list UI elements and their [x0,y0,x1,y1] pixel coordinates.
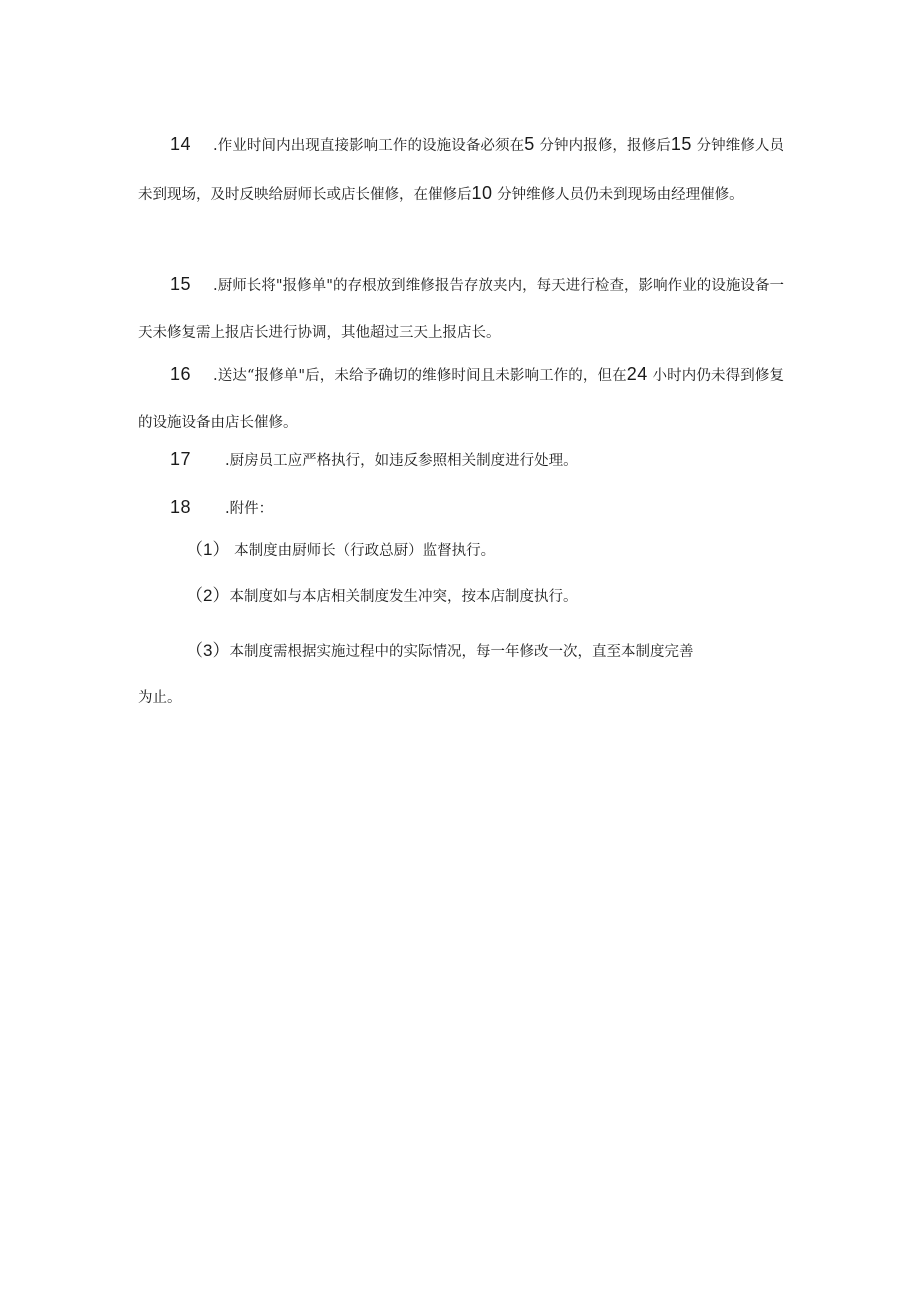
sub-item-2 [186,584,786,609]
item-16-text-b: 小时内仍未得到修复的设施设备由店长催修。 [138,368,784,431]
item-18-number: 18 [170,497,192,517]
item-16-number: 16 [170,364,192,384]
item-14-text-a: .作业时间内出现直接影响工作的设施设备必须在 [213,138,525,154]
sub-item-3-text: 本制度需根据实施过程中的实际情况，每一年修改一次，直至本制度完善 [229,644,694,660]
item-17-number: 17 [170,449,192,469]
item-14 [138,121,784,219]
sub-item-2-label: （2） [186,586,230,605]
sub-item-3 [186,639,786,664]
item-14-n3: 10 [471,183,493,203]
item-18-text: .附件： [225,501,274,517]
item-14-n1: 5 [524,134,535,154]
item-16-text-a: .送达“报修单"后，未给予确切的维修时间且未影响工作的，但在 [213,368,627,384]
item-17 [138,436,784,485]
sub-item-3-continuation: 为止。 [138,690,182,706]
sub-item-1 [186,538,786,563]
item-14-n2: 15 [670,134,692,154]
item-16 [138,351,784,447]
sub-item-1-label: （1） [186,540,230,559]
sub-item-1-text: 本制度由厨师长（行政总厨）监督执行。 [234,543,496,559]
item-15-text: .厨师长将"报修单"的存根放到维修报告存放夹内，每天进行检查，影响作业的设施设备一天未修复需上报店长进行协调，其他超过三天上报店长。 [138,278,784,341]
item-16-n1: 24 [626,364,648,384]
item-14-text-d: 分钟维修人员仍未到现场由经理催修。 [497,187,744,203]
item-14-number: 14 [170,134,192,154]
sub-item-3-label: （3） [186,641,230,660]
item-18 [138,484,784,533]
item-15 [138,261,784,357]
item-14-text-c: 分钟维修人员未到现场，及时反映给厨师长或店长催修，在催修后 [138,138,785,203]
item-14-text-b: 分钟内报修，报修后 [539,138,671,154]
item-17-text: .厨房员工应严格执行，如违反参照相关制度进行处理。 [225,453,578,469]
sub-item-2-text: 本制度如与本店相关制度发生冲突，按本店制度执行。 [229,589,578,605]
item-15-number: 15 [170,274,192,294]
